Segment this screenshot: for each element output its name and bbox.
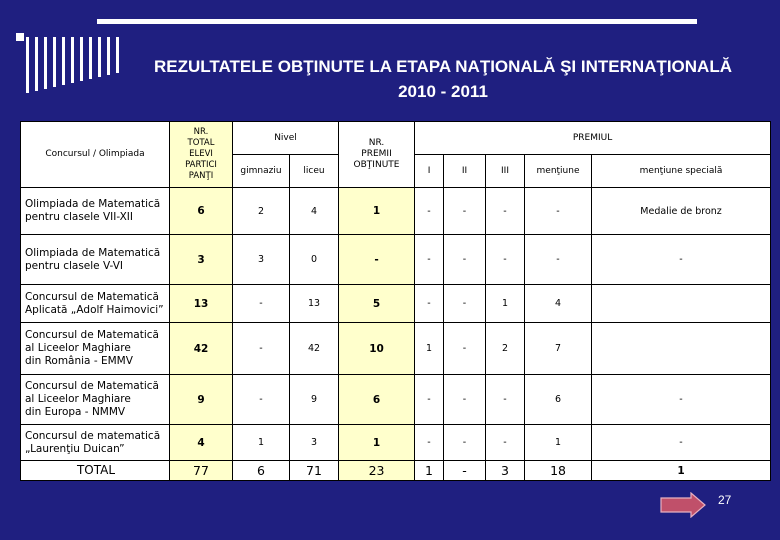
row-mentiune-speciala: - — [592, 375, 771, 425]
total-p3: 3 — [486, 461, 525, 481]
row-mentiune-speciala — [592, 285, 771, 323]
row-name: Olimpiada de Matematică pentru clasele V-VI — [21, 235, 170, 285]
header-nr-premii: NR. PREMII OBŢINUTE — [339, 122, 415, 188]
row-name: Concursul de Matematică al Liceelor Maghiare din România - EMMV — [21, 323, 170, 375]
row-gimnaziu: - — [233, 375, 290, 425]
table-row — [21, 235, 771, 285]
row-p3: 1 — [486, 285, 525, 323]
right-arrow-icon[interactable] — [660, 492, 706, 518]
row-name: Concursul de Matematică Aplicată „Adolf Haimovici” — [21, 285, 170, 323]
row-name: Olimpiada de Matematică pentru clasele VII-XII — [21, 188, 170, 235]
row-total: 3 — [170, 235, 233, 285]
total-mentiune-speciala: 1 — [592, 461, 771, 481]
table-row — [21, 375, 771, 425]
table-row — [21, 188, 771, 235]
row-gimnaziu: 1 — [233, 425, 290, 461]
row-premii: 1 — [339, 425, 415, 461]
row-p2: - — [444, 323, 486, 375]
row-mentiune: 4 — [525, 285, 592, 323]
row-premii: - — [339, 235, 415, 285]
page-number: 27 — [718, 493, 732, 507]
row-p3: - — [486, 235, 525, 285]
table-row — [21, 425, 771, 461]
row-mentiune: 6 — [525, 375, 592, 425]
title-line-1: REZULTATELE OBŢINUTE LA ETAPA NAŢIONALĂ ŞI INTERNAŢIONALĂ — [154, 57, 732, 76]
header-premiu-3: III — [486, 155, 525, 188]
row-total: 4 — [170, 425, 233, 461]
decorative-top-bar — [97, 19, 697, 24]
row-mentiune-speciala: Medalie de bronz — [592, 188, 771, 235]
header-concurs: Concursul / Olimpiada — [21, 122, 170, 188]
row-mentiune-speciala: - — [592, 425, 771, 461]
row-p3: - — [486, 375, 525, 425]
header-premiu-2: II — [444, 155, 486, 188]
row-premii: 5 — [339, 285, 415, 323]
header-liceu: liceu — [290, 155, 339, 188]
row-liceu: 42 — [290, 323, 339, 375]
total-label: TOTAL — [21, 461, 170, 481]
row-mentiune-speciala — [592, 323, 771, 375]
header-row-1 — [21, 122, 771, 155]
row-p3: - — [486, 188, 525, 235]
row-total: 9 — [170, 375, 233, 425]
row-p2: - — [444, 188, 486, 235]
row-liceu: 0 — [290, 235, 339, 285]
total-total: 77 — [170, 461, 233, 481]
total-gimnaziu: 6 — [233, 461, 290, 481]
header-premiu-1: I — [415, 155, 444, 188]
table-row — [21, 285, 771, 323]
row-p1: - — [415, 285, 444, 323]
header-mentiune-speciala: menţiune specială — [592, 155, 771, 188]
row-name: Concursul de Matematică al Liceelor Maghiare din Europa - NMMV — [21, 375, 170, 425]
row-p3: - — [486, 425, 525, 461]
row-p2: - — [444, 285, 486, 323]
row-liceu: 9 — [290, 375, 339, 425]
row-name: Concursul de matematică „Laurenţiu Duican” — [21, 425, 170, 461]
table-row — [21, 323, 771, 375]
row-total: 6 — [170, 188, 233, 235]
total-p1: 1 — [415, 461, 444, 481]
header-gimnaziu: gimnaziu — [233, 155, 290, 188]
row-p1: - — [415, 425, 444, 461]
row-p1: - — [415, 188, 444, 235]
row-liceu: 13 — [290, 285, 339, 323]
total-premii: 23 — [339, 461, 415, 481]
row-mentiune: - — [525, 235, 592, 285]
row-premii: 10 — [339, 323, 415, 375]
row-mentiune: - — [525, 188, 592, 235]
row-mentiune: 1 — [525, 425, 592, 461]
row-p3: 2 — [486, 323, 525, 375]
total-row — [21, 461, 771, 481]
row-gimnaziu: - — [233, 323, 290, 375]
title-line-2: 2010 - 2011 — [398, 82, 488, 101]
row-gimnaziu: 2 — [233, 188, 290, 235]
row-gimnaziu: - — [233, 285, 290, 323]
total-liceu: 71 — [290, 461, 339, 481]
row-p1: - — [415, 235, 444, 285]
row-mentiune-speciala: - — [592, 235, 771, 285]
header-premiul: PREMIUL — [415, 122, 771, 155]
row-premii: 1 — [339, 188, 415, 235]
row-p2: - — [444, 375, 486, 425]
row-p2: - — [444, 235, 486, 285]
slide-title — [128, 54, 758, 104]
header-nivel: Nivel — [233, 122, 339, 155]
row-total: 13 — [170, 285, 233, 323]
row-p1: - — [415, 375, 444, 425]
row-liceu: 3 — [290, 425, 339, 461]
row-p1: 1 — [415, 323, 444, 375]
header-mentiune: menţiune — [525, 155, 592, 188]
row-p2: - — [444, 425, 486, 461]
total-p2: - — [444, 461, 486, 481]
total-mentiune: 18 — [525, 461, 592, 481]
row-liceu: 4 — [290, 188, 339, 235]
results-table — [20, 121, 771, 481]
header-nr-total: NR. TOTAL ELEVI PARTICI PANŢI — [170, 122, 233, 188]
row-gimnaziu: 3 — [233, 235, 290, 285]
decorative-stripes — [16, 33, 136, 93]
row-mentiune: 7 — [525, 323, 592, 375]
row-total: 42 — [170, 323, 233, 375]
row-premii: 6 — [339, 375, 415, 425]
